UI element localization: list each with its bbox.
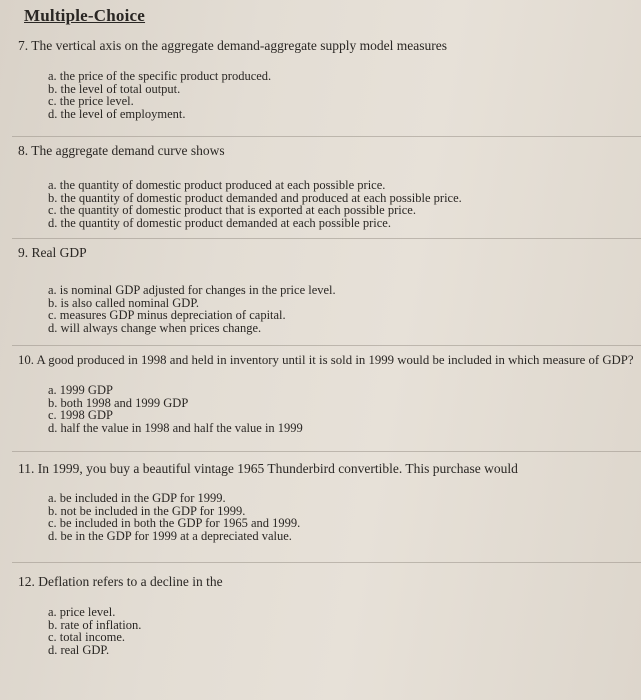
question-7-options <box>48 70 271 120</box>
divider <box>12 136 641 137</box>
page-title: Multiple-Choice <box>24 6 146 25</box>
option-d: d. real GDP. <box>48 642 110 657</box>
option-a: a. 1999 GDP <box>48 383 113 397</box>
option-b: b. the quantity of domestic product demanded and produced at each possible price. <box>48 190 462 205</box>
option-c: c. the quantity of domestic product that is exported at each possible price. <box>48 203 416 217</box>
option-a: a. price level. <box>48 605 116 619</box>
question-8-options <box>48 179 462 229</box>
option-b: b. is also called nominal GDP. <box>48 295 200 310</box>
option-c: c. total income. <box>48 630 126 644</box>
question-text: 8. The aggregate demand curve shows <box>18 143 225 158</box>
divider <box>12 238 641 239</box>
option-d: d. half the value in 1998 and half the value in 1999 <box>48 420 303 435</box>
option-b: b. not be included in the GDP for 1999. <box>48 503 246 518</box>
option-a: a. the quantity of domestic product produced at each possible price. <box>48 178 386 192</box>
question-text: 10. A good produced in 1998 and held in inventory until it is sold in 1999 would be included in which measure of GDP? <box>18 353 634 367</box>
question-12-options <box>48 606 141 656</box>
divider <box>12 562 641 563</box>
option-d: d. the quantity of domestic product demanded at each possible price. <box>48 215 391 230</box>
option-c: c. be included in both the GDP for 1965 and 1999. <box>48 516 301 530</box>
option-d: d. be in the GDP for 1999 at a depreciated value. <box>48 528 292 543</box>
option-d: d. the level of employment. <box>48 106 186 121</box>
option-c: c. the price level. <box>48 94 134 108</box>
question-10-options <box>48 384 303 434</box>
option-b: b. both 1998 and 1999 GDP <box>48 395 189 410</box>
option-b: b. rate of inflation. <box>48 617 142 632</box>
divider <box>12 345 641 346</box>
question-text: 12. Deflation refers to a decline in the <box>18 574 223 589</box>
option-c: c. 1998 GDP <box>48 408 113 422</box>
question-text: 11. In 1999, you buy a beautiful vintage 1965 Thunderbird convertible. This purchase would <box>18 461 518 476</box>
option-d: d. will always change when prices change. <box>48 320 262 335</box>
option-c: c. measures GDP minus depreciation of capital. <box>48 308 286 322</box>
option-a: a. is nominal GDP adjusted for changes in the price level. <box>48 283 336 297</box>
option-a: a. be included in the GDP for 1999. <box>48 491 226 505</box>
divider <box>12 451 641 452</box>
question-text: 9. Real GDP <box>18 245 87 260</box>
option-a: a. the price of the specific product produced. <box>48 69 272 83</box>
question-11-options <box>48 492 300 542</box>
option-b: b. the level of total output. <box>48 81 181 96</box>
question-text: 7. The vertical axis on the aggregate demand-aggregate supply model measures <box>18 38 447 53</box>
question-9-options <box>48 284 336 334</box>
